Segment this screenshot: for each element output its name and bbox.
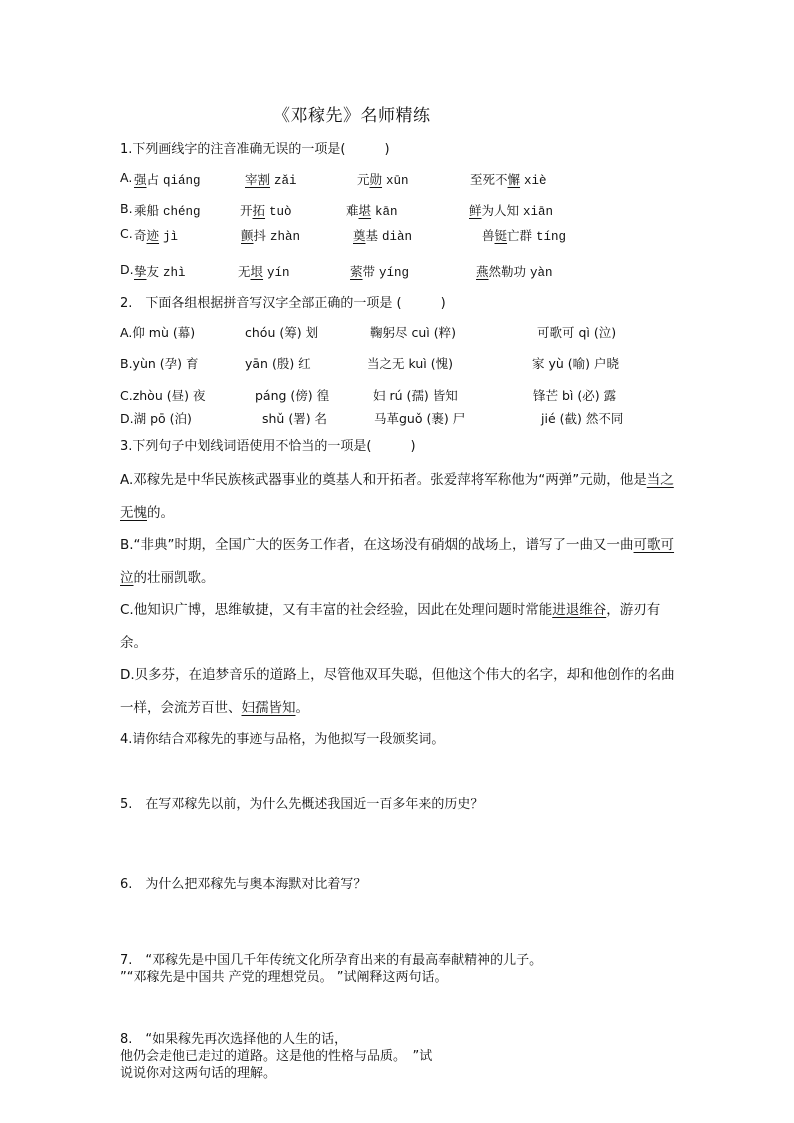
q1-word — [350, 262, 409, 280]
word-part: 占 — [146, 172, 160, 187]
q2-c-4: 锋芒 bì (必) 露 — [533, 388, 617, 403]
pinyin: jì — [163, 230, 179, 244]
q2-d-1: D.湖 pō (泊) — [120, 411, 192, 426]
underlined-char: 垠 — [250, 264, 264, 279]
q1-option-label: D. — [120, 262, 134, 277]
pinyin: xiè — [524, 174, 547, 188]
q2-b-1: B.yùn (孕) 育 — [120, 356, 199, 371]
word-part: 奇 — [134, 228, 147, 243]
q1-word — [134, 201, 201, 219]
word-part: 元 — [357, 172, 370, 187]
q1-word — [134, 262, 186, 280]
pinyin: tíng — [536, 230, 567, 244]
question-2-stem: 2. 下面各组根据拼音写汉字全部正确的一项是 ( ) — [120, 296, 446, 311]
pinyin: zhàn — [270, 230, 301, 244]
underlined-char: 燕 — [476, 264, 489, 279]
q1-word — [470, 170, 547, 188]
pinyin: zhì — [163, 266, 186, 280]
q3-c-underlined: 进退维谷 — [552, 602, 607, 618]
underlined-char: 拓 — [252, 203, 266, 218]
page-title: 《邓稼先》名师精练 — [273, 106, 431, 126]
q2-a-4: 可歌可 qì (泣) — [537, 325, 617, 340]
word-part: 至死不 — [470, 172, 508, 187]
q3-a-text: A.邓稼先是中华民族核武器事业的奠基人和开拓者。张爱萍将军称他为“两弹”元勋，他是 — [120, 472, 647, 488]
question-3-option-c — [120, 594, 680, 660]
q3-b-text: B.“非典”时期，全国广大的医务工作者，在这场没有硝烟的战场上，谱写了一曲又一曲 — [120, 537, 634, 553]
question-5: 5. 在写邓稼先以前，为什么先概述我国近一百多年来的历史？ — [120, 797, 484, 812]
underlined-char: 迹 — [146, 228, 160, 243]
question-6: 6. 为什么把邓稼先与奥本海默对比着写？ — [120, 877, 367, 892]
q1-word — [482, 226, 566, 244]
q1-word — [134, 170, 201, 188]
q2-a-1: A.仰 mù (幕) — [120, 325, 196, 340]
underlined-char: 萦 — [350, 264, 363, 279]
q3-d-underlined: 妇孺皆知 — [241, 700, 296, 716]
question-3-option-b — [120, 529, 680, 595]
q1-word — [346, 201, 398, 219]
question-3-option-d — [120, 659, 680, 725]
q1-word — [134, 226, 178, 244]
question-7-line-2: ”“邓稼先是中国共 产党的理想党员。 ”试阐释这两句话。 — [120, 970, 448, 985]
q1-option-label: B. — [120, 201, 133, 216]
q1-word — [241, 226, 300, 244]
pinyin: yíng — [379, 266, 410, 280]
q2-c-1: C.zhòu (昼) 夜 — [120, 388, 206, 403]
underlined-char: 勋 — [369, 172, 383, 187]
word-part: 基 — [365, 228, 379, 243]
question-8-line-2: 他仍会走他已走过的道路。这是他的性格与品质。 ”试 — [120, 1049, 433, 1064]
word-part: 抖 — [253, 228, 267, 243]
pinyin: chéng — [163, 205, 201, 219]
q3-a-underlined: 当之无愧 — [120, 472, 674, 521]
word-part: 然勒功 — [488, 264, 527, 279]
pinyin: yín — [267, 266, 290, 280]
q3-b-tail: 的壮丽凯歌。 — [133, 570, 215, 586]
q3-c-tail: ，游刃有余。 — [120, 602, 661, 651]
pinyin: zǎi — [274, 174, 297, 188]
q1-word — [353, 226, 412, 244]
word-part: 开 — [240, 203, 253, 218]
pinyin: diàn — [382, 230, 413, 244]
q1-word — [240, 201, 292, 219]
word-part: 带 — [362, 264, 376, 279]
q3-a-tail: 的。 — [147, 505, 174, 521]
word-part: 难 — [346, 203, 359, 218]
word-part: 亡群 — [507, 228, 533, 243]
q3-c-text: C.他知识广博，思维敏捷，又有丰富的社会经验，因此在处理问题时常能 — [120, 602, 553, 618]
q3-d-tail: 。 — [295, 700, 309, 716]
pinyin: xiān — [523, 205, 554, 219]
q3-b-underlined: 可歌可泣 — [120, 537, 675, 586]
q3-d-text: D.贝多芬，在追梦音乐的道路上，尽管他双耳失聪，但他这个伟大的名字，却和他创作的名曲一样，会流芳百世、 — [120, 667, 675, 716]
q2-c-2: páng (傍) 徨 — [255, 388, 330, 403]
q2-b-2: yān (殷) 红 — [245, 356, 311, 371]
q2-d-4: jié (截) 然不同 — [541, 411, 624, 426]
question-1-stem: 1.下列画线字的注音准确无误的一项是( ) — [120, 142, 390, 157]
underlined-char: 强 — [134, 172, 147, 187]
q1-option-label: A. — [120, 170, 133, 185]
underlined-char: 挚 — [134, 264, 147, 279]
underlined-char: 懈 — [507, 172, 521, 187]
q2-d-3: 马革guǒ (裹) 尸 — [374, 411, 466, 426]
q2-a-2: chóu (筹) 划 — [245, 325, 319, 340]
q1-word — [238, 262, 290, 280]
underlined-char: 奠 — [353, 228, 366, 243]
pinyin: xūn — [386, 174, 409, 188]
question-4: 4.请你结合邓稼先的事迹与品格，为他拟写一段颁奖词。 — [120, 732, 445, 747]
q1-option-label: C. — [120, 226, 133, 241]
underlined-char: 颤 — [241, 228, 254, 243]
question-8-line-1: 8. “如果稼先再次选择他的人生的话， — [120, 1032, 348, 1047]
underlined-char: 宰割 — [245, 172, 271, 187]
pinyin: kān — [375, 205, 398, 219]
question-8-line-3: 说说你对这两句话的理解。 — [120, 1066, 277, 1081]
word-part: 为人知 — [481, 203, 520, 218]
word-part: 兽 — [482, 228, 495, 243]
question-3-option-a — [120, 464, 680, 530]
word-part: 无 — [238, 264, 251, 279]
q2-b-3: 当之无 kuì (愧) — [367, 356, 453, 371]
underlined-char: 铤 — [494, 228, 508, 243]
underlined-char: 堪 — [358, 203, 372, 218]
q2-c-3: 妇 rú (孺) 皆知 — [373, 388, 458, 403]
q1-word — [476, 262, 553, 280]
word-part: 友 — [146, 264, 160, 279]
underlined-char: 鲜 — [469, 203, 482, 218]
q1-word — [245, 170, 297, 188]
word-part: 乘船 — [134, 203, 160, 218]
q1-word — [357, 170, 409, 188]
q1-word — [469, 201, 553, 219]
q2-b-4: 家 yù (喻) 户晓 — [532, 356, 619, 371]
pinyin: yàn — [530, 266, 553, 280]
question-7-line-1: 7. “邓稼先是中国几千年传统文化所孕育出来的有最高奉献精神的儿子。 — [120, 953, 543, 968]
pinyin: qiáng — [163, 174, 201, 188]
pinyin: tuò — [269, 205, 292, 219]
q2-d-2: shǔ (署) 名 — [262, 411, 328, 426]
question-3-stem: 3.下列句子中划线词语使用不恰当的一项是( ) — [120, 439, 416, 454]
q2-a-3: 鞠躬尽 cuì (粹) — [370, 325, 456, 340]
